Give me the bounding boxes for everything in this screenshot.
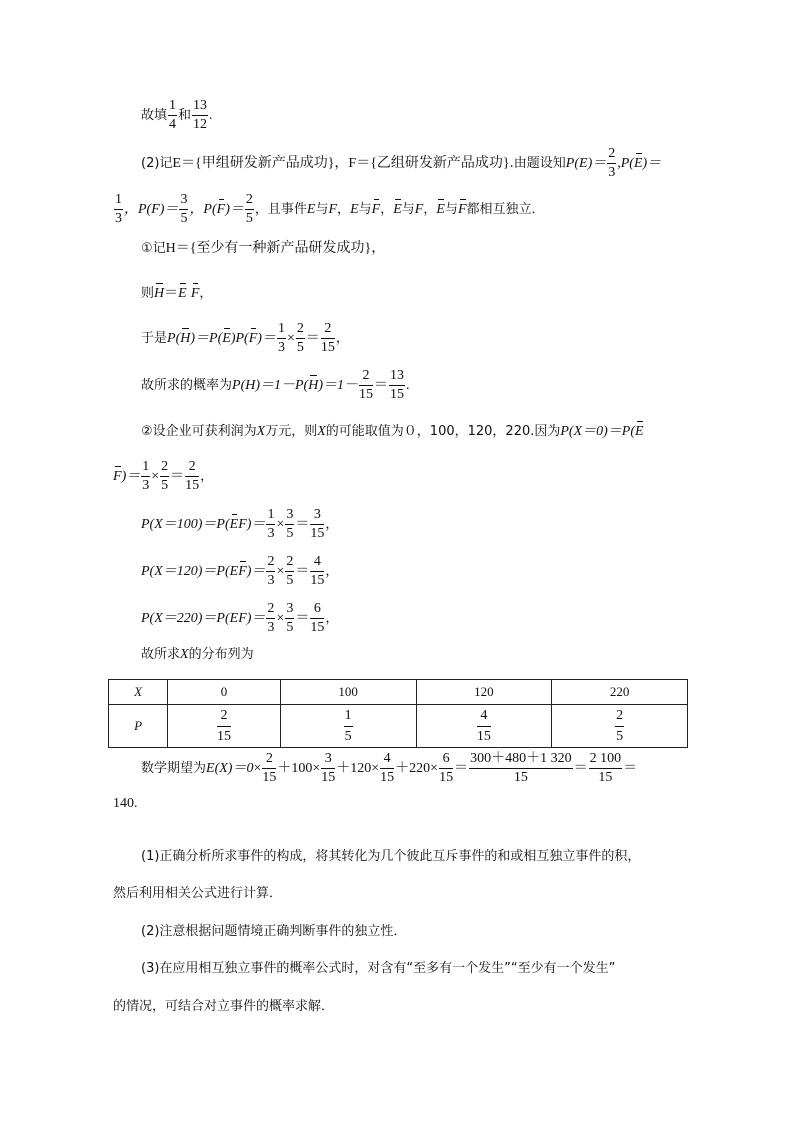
text: 故填 xyxy=(141,108,168,123)
num: 2 100 xyxy=(589,752,623,769)
text: 与 xyxy=(401,202,415,217)
times: × xyxy=(286,331,295,346)
f-bar: F xyxy=(458,199,467,217)
den: 15 xyxy=(321,770,336,785)
fraction-2-5 xyxy=(296,322,305,355)
fraction-6-15 xyxy=(439,752,453,785)
h-bar: H xyxy=(154,283,164,301)
den: 5 xyxy=(616,728,624,744)
e-bar: E xyxy=(635,421,644,439)
table-cell: 0 xyxy=(168,680,281,705)
times: × xyxy=(430,761,439,776)
text: 数学期望为 xyxy=(141,761,207,776)
den: 3 xyxy=(267,573,275,588)
den: 5 xyxy=(286,620,294,635)
f-bar: F xyxy=(113,466,122,484)
step5 xyxy=(141,421,644,439)
text: ，P( xyxy=(189,202,217,217)
text: 故所求 xyxy=(141,647,181,662)
table-cell: 220 xyxy=(552,680,688,705)
text: )P( xyxy=(230,331,249,346)
num: 1 xyxy=(141,460,150,477)
step1 xyxy=(141,242,385,256)
num: 3 xyxy=(285,602,294,619)
den: 15 xyxy=(390,387,405,402)
den: 3 xyxy=(267,526,275,541)
text: ， xyxy=(199,286,213,301)
step2 xyxy=(141,283,212,301)
text: ＝ xyxy=(295,611,310,626)
num: 2 xyxy=(266,602,275,619)
times: × xyxy=(276,564,285,579)
fraction-3-5 xyxy=(285,602,294,635)
num: 2 xyxy=(285,555,294,572)
den: 3 xyxy=(267,620,275,635)
text: )＝ xyxy=(246,564,266,579)
num: 2 xyxy=(160,460,169,477)
table-row xyxy=(109,705,688,748)
num: 2 xyxy=(615,708,624,727)
den: 15 xyxy=(598,770,613,785)
num: 6 xyxy=(439,752,453,769)
fraction-2-15 xyxy=(262,752,276,785)
text: ＝ xyxy=(623,761,638,776)
fraction-1-3 xyxy=(277,322,286,355)
fraction-4-15 xyxy=(310,555,324,588)
period: . xyxy=(406,378,410,393)
fraction-2-5 xyxy=(615,708,624,745)
note-line: (2)注意根据问题情境正确判断事件的独立性． xyxy=(141,924,407,939)
den: 15 xyxy=(310,573,325,588)
fraction-1-3 xyxy=(114,193,123,226)
den: 15 xyxy=(359,387,374,402)
text: ＝ xyxy=(295,564,310,579)
fraction-1-3 xyxy=(141,460,150,493)
text: 则 xyxy=(141,286,155,301)
den: 5 xyxy=(245,211,253,226)
text: ＝ xyxy=(374,378,389,393)
e-bar: E xyxy=(436,199,445,217)
e-bar: E xyxy=(222,328,231,346)
num: 2 xyxy=(359,369,373,386)
prob-e: P(E)＝ xyxy=(565,156,607,171)
den: 3 xyxy=(277,340,285,355)
note-line: 的情况，可结合对立事件的概率求解． xyxy=(113,999,335,1014)
num: 2 xyxy=(296,322,305,339)
num: 2 xyxy=(245,193,254,210)
step9 xyxy=(141,602,338,635)
den: 3 xyxy=(608,165,616,180)
text: 万元，则 xyxy=(265,424,318,439)
den: 12 xyxy=(193,117,208,132)
times: × xyxy=(151,469,160,484)
text: ①记 xyxy=(141,241,166,256)
text: ＝ xyxy=(295,517,310,532)
num: 2 xyxy=(607,147,616,164)
note-line: (1)正确分析所求事件的构成，将其转化为几个彼此互斥事件的和或相互独立事件的积， xyxy=(141,849,641,864)
num: 2 xyxy=(266,555,275,572)
step4 xyxy=(141,369,410,402)
fraction-1-4 xyxy=(168,99,177,132)
den: 3 xyxy=(142,478,150,493)
fraction-2-15 xyxy=(321,322,335,355)
text: ＝ xyxy=(573,761,588,776)
times: × xyxy=(276,517,285,532)
den: 15 xyxy=(439,770,454,785)
fraction-13-15 xyxy=(389,369,405,402)
event-e-def: E＝{甲组研发新产品成功} xyxy=(172,156,335,171)
text: 与 xyxy=(358,202,372,217)
text: F)＝ xyxy=(238,517,266,532)
text: ＝ xyxy=(454,761,469,776)
den: 5 xyxy=(161,478,169,493)
text: )＝ xyxy=(257,331,276,346)
fraction-2-5 xyxy=(245,193,254,226)
fraction-2-5 xyxy=(285,555,294,588)
x: X xyxy=(256,424,266,439)
fraction-13-12 xyxy=(192,99,208,132)
table-cell: P xyxy=(109,705,168,748)
text: ,P( xyxy=(617,156,634,171)
table-cell xyxy=(280,705,416,748)
den: 5 xyxy=(286,573,294,588)
f: F xyxy=(328,202,338,217)
event-f-def: ，F＝{乙组研发新产品成功} xyxy=(334,156,510,171)
expectation-result: 140. xyxy=(113,796,138,811)
h-bar: H xyxy=(308,375,318,393)
den: 4 xyxy=(169,117,177,132)
den: 15 xyxy=(310,620,325,635)
f-bar: F xyxy=(191,283,200,301)
text: E(X)＝0 xyxy=(206,761,254,776)
den: 15 xyxy=(380,770,395,785)
f-bar: F xyxy=(372,199,381,217)
text: 的分布列为 xyxy=(188,647,254,662)
den: 5 xyxy=(296,340,304,355)
text: (2)记 xyxy=(141,156,173,171)
text: P(X＝220)＝P(EF)＝ xyxy=(141,611,266,626)
step6 xyxy=(113,460,213,493)
num: 13 xyxy=(192,99,208,116)
e: E xyxy=(350,202,359,217)
step7 xyxy=(141,508,338,541)
text: 与 xyxy=(315,202,329,217)
times: × xyxy=(276,611,285,626)
expectation-line xyxy=(141,752,637,785)
note-line: (3)在应用相互独立事件的概率公式时，对含有“至多有一个发生”“至少有一个发生” xyxy=(141,961,616,976)
text: P(H)＝1－P( xyxy=(232,378,309,393)
times: × xyxy=(253,761,262,776)
answer-line xyxy=(141,99,213,132)
event-h-def: H＝{至少有一种新产品研发成功}， xyxy=(165,241,386,256)
f: F xyxy=(414,202,424,217)
num: 2 xyxy=(321,322,335,339)
text: )＝ xyxy=(642,156,662,171)
text: ， xyxy=(335,331,349,346)
text: P(X＝100)＝P( xyxy=(141,517,230,532)
text: ， xyxy=(325,564,339,579)
times: × xyxy=(371,761,380,776)
text: )＝ xyxy=(225,202,244,217)
text: 和 xyxy=(178,108,192,123)
text: ＝ xyxy=(164,286,179,301)
num: 13 xyxy=(389,369,405,386)
num: 4 xyxy=(380,752,394,769)
prob-f: ，P(F)＝ xyxy=(124,202,179,217)
text: P(X＝0)＝P( xyxy=(560,424,636,439)
text: ＋120 xyxy=(336,761,372,776)
fraction-6-15 xyxy=(310,602,324,635)
note-line: 然后利用相关公式进行计算． xyxy=(113,886,283,901)
num: 300＋480＋1 320 xyxy=(469,752,573,769)
fraction-2-3 xyxy=(266,602,275,635)
e-bar: E xyxy=(634,153,643,171)
fraction-sum xyxy=(469,752,573,785)
den: 15 xyxy=(185,478,200,493)
fraction-2-15 xyxy=(359,369,373,402)
text: ＋100 xyxy=(277,761,313,776)
num: 3 xyxy=(310,508,324,525)
num: 3 xyxy=(179,193,188,210)
step8 xyxy=(141,555,338,588)
table-cell: X xyxy=(109,680,168,705)
num: 3 xyxy=(285,508,294,525)
table-cell: 120 xyxy=(416,680,552,705)
table-header-row xyxy=(109,680,688,705)
f-bar: F xyxy=(238,561,247,579)
den: 15 xyxy=(476,728,491,744)
num: 1 xyxy=(168,99,177,116)
text: ＝ xyxy=(305,331,320,346)
x: X xyxy=(317,424,326,439)
num: 3 xyxy=(321,752,335,769)
text: ②设企业可获利润为 xyxy=(141,424,257,439)
period: . xyxy=(209,108,213,123)
step10 xyxy=(141,648,254,662)
table-cell: 100 xyxy=(280,680,416,705)
num: 2 xyxy=(262,752,276,769)
fraction-3-5 xyxy=(285,508,294,541)
den: 15 xyxy=(320,340,335,355)
table-cell xyxy=(168,705,281,748)
fraction-4-15 xyxy=(477,708,491,745)
text: 与 xyxy=(444,202,458,217)
x: X xyxy=(180,647,189,662)
den: 15 xyxy=(217,728,232,744)
num: 4 xyxy=(477,708,491,727)
fraction-1-5 xyxy=(344,708,353,745)
num: 1 xyxy=(266,508,275,525)
text: ， xyxy=(325,517,339,532)
probabilities-line: $\frac{1}{3}$ ，P(F)＝ $\frac{3}{5}$ ，P(F)＝ $\frac{2}{5}$ ，且事件E与F，E与F，E与F，E与F都相互独立． xyxy=(115,192,545,226)
table-cell xyxy=(552,705,688,748)
text: 于是 xyxy=(141,331,168,346)
step3 xyxy=(141,322,349,355)
num: 4 xyxy=(310,555,324,572)
text: ， xyxy=(325,611,339,626)
den: 3 xyxy=(115,211,122,226)
e-bar: E xyxy=(178,283,187,301)
fraction-3-15 xyxy=(310,508,324,541)
den: 15 xyxy=(262,770,277,785)
text: ， xyxy=(200,469,214,484)
text: P(X＝120)＝P(E xyxy=(141,564,239,579)
e: E xyxy=(306,202,316,217)
den: 5 xyxy=(344,728,352,744)
times: × xyxy=(312,761,321,776)
fraction-4-15 xyxy=(380,752,394,785)
den: 5 xyxy=(286,526,294,541)
fraction-2-3 xyxy=(607,147,616,180)
text: ＝ xyxy=(170,469,185,484)
f-bar: F xyxy=(217,199,226,217)
part2-line xyxy=(141,147,661,180)
fraction-2-15 xyxy=(185,460,199,493)
text: .由题设知 xyxy=(509,156,566,171)
num: 1 xyxy=(114,193,123,210)
num: 2 xyxy=(185,460,199,477)
fraction-2-5 xyxy=(160,460,169,493)
h-bar: H xyxy=(180,328,190,346)
fraction-3-5 xyxy=(179,193,188,226)
den: 5 xyxy=(180,211,188,226)
den: 15 xyxy=(310,526,325,541)
table-cell xyxy=(416,705,552,748)
den: 15 xyxy=(513,770,528,785)
text: )＝P( xyxy=(190,331,223,346)
num: 1 xyxy=(344,708,353,727)
text: ，且事件 xyxy=(254,202,307,217)
f-bar: F xyxy=(249,328,258,346)
text: 的可能取值为０，100，120，220.因为 xyxy=(325,424,561,439)
fraction-3-15 xyxy=(321,752,335,785)
text: )＝1－ xyxy=(318,378,359,393)
num: 6 xyxy=(310,602,324,619)
distribution-table xyxy=(108,679,688,748)
text: 都相互独立． xyxy=(466,202,545,217)
e-bar: E xyxy=(393,199,402,217)
fraction-2-3 xyxy=(266,555,275,588)
fraction-2-15 xyxy=(217,708,231,745)
num: 1 xyxy=(277,322,286,339)
text: P( xyxy=(167,331,181,346)
fraction-2100 xyxy=(589,752,623,785)
text: )＝ xyxy=(121,469,141,484)
num: 2 xyxy=(217,708,231,727)
text: ＋220 xyxy=(395,761,431,776)
fraction-1-3 xyxy=(266,508,275,541)
text: 故所求的概率为 xyxy=(141,378,233,393)
e-bar: E xyxy=(230,514,239,532)
